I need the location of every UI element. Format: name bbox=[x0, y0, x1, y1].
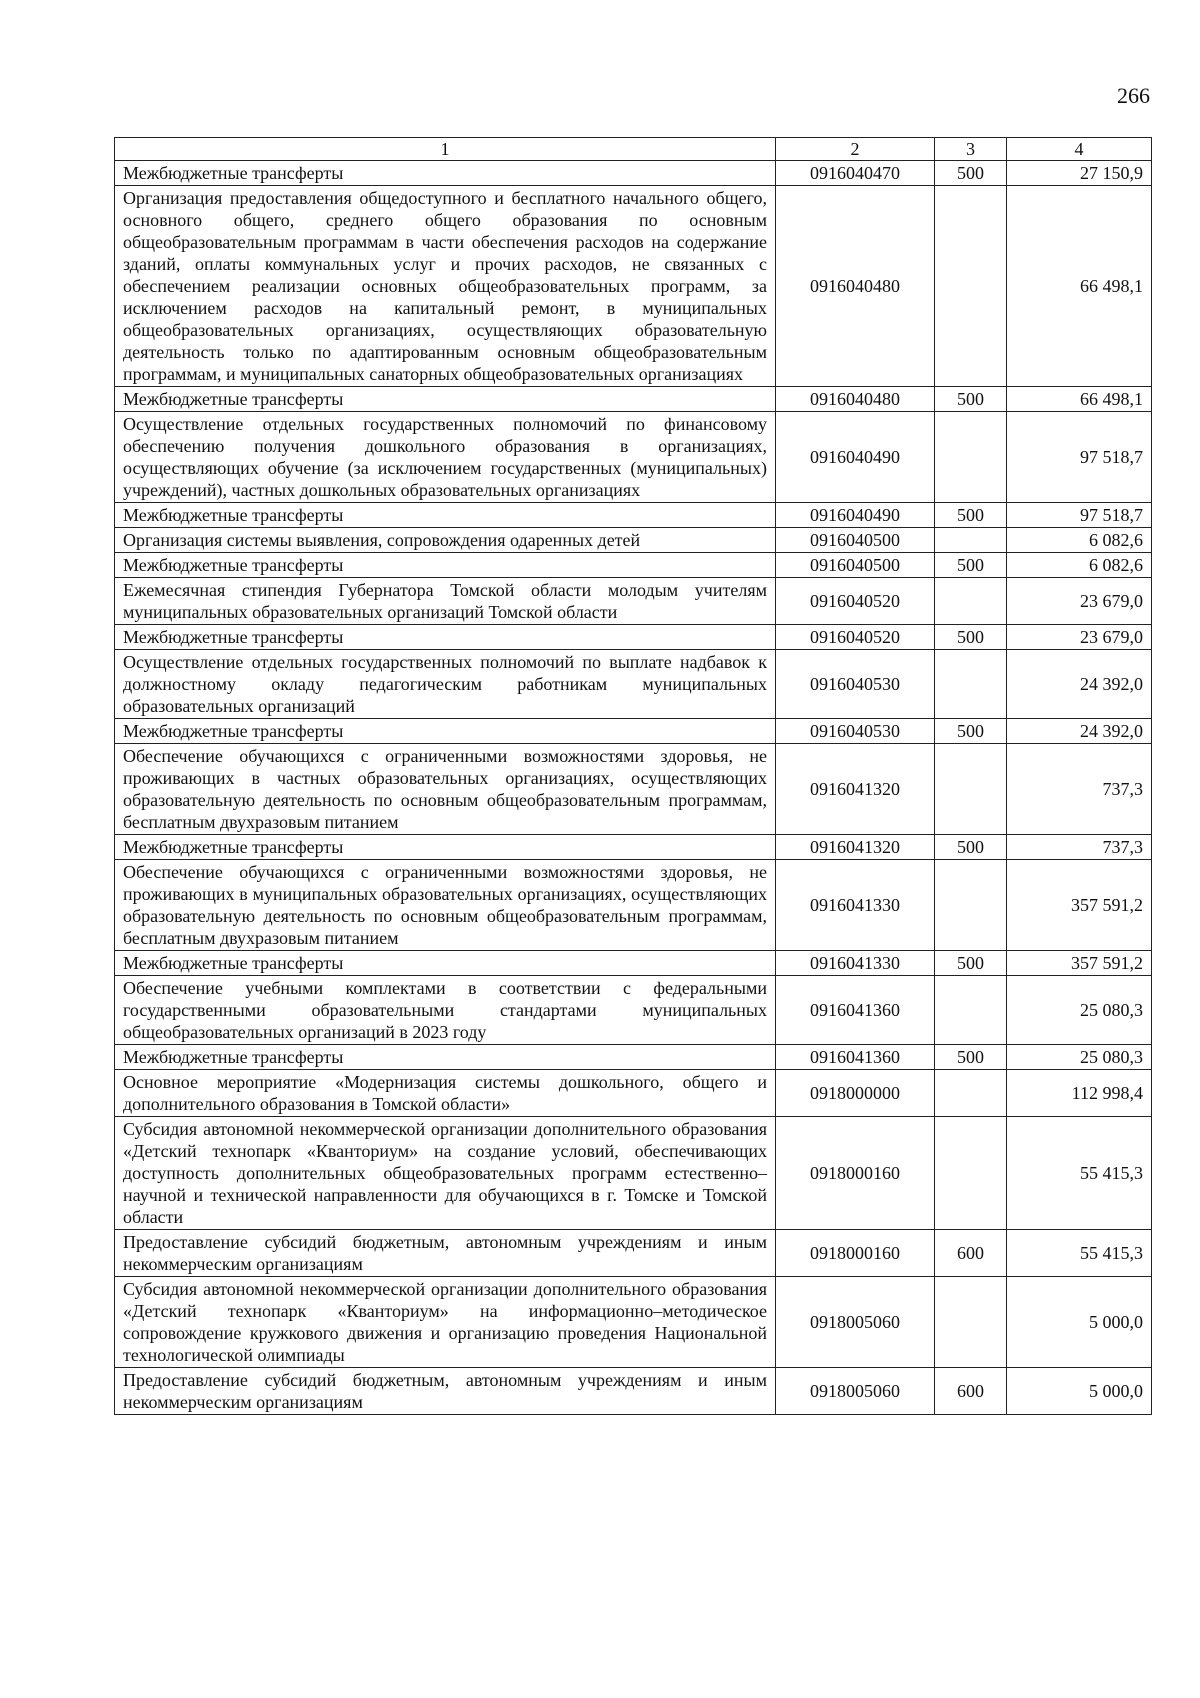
table-row bbox=[115, 744, 1152, 835]
table-row bbox=[115, 412, 1152, 503]
row-name: Межбюджетные трансферты bbox=[115, 719, 776, 744]
table-row bbox=[115, 860, 1152, 951]
row-amount: 25 080,3 bbox=[1007, 976, 1152, 1045]
row-code: 0918000160 bbox=[776, 1230, 935, 1277]
row-name: Организация предоставления общедоступного и бесплатного начального общего, основного общего, среднего общего образования по основным общеобразовательным программам в части обеспечения расходов на содержание зданий, оплаты коммунальных услуг и прочих расходов, не связанных с обеспечением реализации основных общеобразовательных программ, за исключением расходов на капитальный ремонт, в муниципальных общеобразовательных организациях, осуществляющих образовательную деятельность только по адаптированным основным общеобразовательным программам, и муниципальных санаторных общеобразовательных организациях bbox=[115, 186, 776, 387]
row-code: 0916040530 bbox=[776, 650, 935, 719]
row-expense-type bbox=[935, 528, 1007, 553]
row-amount: 97 518,7 bbox=[1007, 503, 1152, 528]
row-amount: 737,3 bbox=[1007, 744, 1152, 835]
table-row bbox=[115, 528, 1152, 553]
row-name: Предоставление субсидий бюджетным, автономным учреждениям и иным некоммерческим организациям bbox=[115, 1230, 776, 1277]
header-col-2: 2 bbox=[776, 138, 935, 161]
row-name: Предоставление субсидий бюджетным, автономным учреждениям и иным некоммерческим организациям bbox=[115, 1368, 776, 1415]
row-amount: 23 679,0 bbox=[1007, 578, 1152, 625]
row-code: 0916040480 bbox=[776, 186, 935, 387]
row-name: Организация системы выявления, сопровождения одаренных детей bbox=[115, 528, 776, 553]
row-expense-type: 500 bbox=[935, 1045, 1007, 1070]
table-header-row bbox=[115, 138, 1152, 161]
row-name: Межбюджетные трансферты bbox=[115, 951, 776, 976]
row-amount: 5 000,0 bbox=[1007, 1277, 1152, 1368]
table-body bbox=[115, 161, 1152, 1415]
row-code: 0918005060 bbox=[776, 1277, 935, 1368]
table-row bbox=[115, 719, 1152, 744]
row-name: Межбюджетные трансферты bbox=[115, 1045, 776, 1070]
row-name: Обеспечение учебными комплектами в соответствии с федеральными государственными образовательными стандартами муниципальных общеобразовательных организаций в 2023 году bbox=[115, 976, 776, 1045]
header-col-3: 3 bbox=[935, 138, 1007, 161]
row-amount: 66 498,1 bbox=[1007, 387, 1152, 412]
page-number: 266 bbox=[1117, 83, 1150, 108]
row-name: Обеспечение обучающихся с ограниченными возможностями здоровья, не проживающих в муниципальных образовательных организациях, осуществляющих образовательную деятельность по основным общеобразовательным программам, бесплатным двухразовым питанием bbox=[115, 860, 776, 951]
table-row bbox=[115, 625, 1152, 650]
row-code: 0918000160 bbox=[776, 1117, 935, 1230]
row-name: Межбюджетные трансферты bbox=[115, 387, 776, 412]
row-code: 0916040500 bbox=[776, 528, 935, 553]
row-expense-type bbox=[935, 744, 1007, 835]
row-code: 0918005060 bbox=[776, 1368, 935, 1415]
row-name: Осуществление отдельных государственных полномочий по финансовому обеспечению получения дошкольного образования в организациях, осуществляющих обучение (за исключением государственных (муниципальных) учреждений), частных дошкольных образовательных организациях bbox=[115, 412, 776, 503]
table-row bbox=[115, 976, 1152, 1045]
table-row bbox=[115, 1045, 1152, 1070]
row-name: Межбюджетные трансферты bbox=[115, 625, 776, 650]
row-amount: 97 518,7 bbox=[1007, 412, 1152, 503]
table-row bbox=[115, 1368, 1152, 1415]
row-expense-type: 500 bbox=[935, 387, 1007, 412]
row-amount: 27 150,9 bbox=[1007, 161, 1152, 186]
table-row bbox=[115, 1117, 1152, 1230]
row-expense-type: 500 bbox=[935, 835, 1007, 860]
row-expense-type bbox=[935, 186, 1007, 387]
row-code: 0916041330 bbox=[776, 860, 935, 951]
header-col-1: 1 bbox=[115, 138, 776, 161]
row-name: Межбюджетные трансферты bbox=[115, 503, 776, 528]
row-code: 0916041330 bbox=[776, 951, 935, 976]
row-code: 0916040470 bbox=[776, 161, 935, 186]
row-name: Межбюджетные трансферты bbox=[115, 553, 776, 578]
row-expense-type: 500 bbox=[935, 625, 1007, 650]
table-row bbox=[115, 387, 1152, 412]
row-expense-type: 600 bbox=[935, 1230, 1007, 1277]
row-amount: 55 415,3 bbox=[1007, 1117, 1152, 1230]
row-code: 0916041360 bbox=[776, 976, 935, 1045]
row-amount: 5 000,0 bbox=[1007, 1368, 1152, 1415]
row-expense-type bbox=[935, 1277, 1007, 1368]
row-expense-type bbox=[935, 1070, 1007, 1117]
table-row bbox=[115, 578, 1152, 625]
table-row bbox=[115, 553, 1152, 578]
row-amount: 112 998,4 bbox=[1007, 1070, 1152, 1117]
row-code: 0916040500 bbox=[776, 553, 935, 578]
row-expense-type: 500 bbox=[935, 951, 1007, 976]
row-amount: 23 679,0 bbox=[1007, 625, 1152, 650]
table-row bbox=[115, 1277, 1152, 1368]
row-name: Обеспечение обучающихся с ограниченными возможностями здоровья, не проживающих в частных образовательных организациях, осуществляющих образовательную деятельность по основным общеобразовательным программам, бесплатным двухразовым питанием bbox=[115, 744, 776, 835]
row-code: 0916040480 bbox=[776, 387, 935, 412]
row-expense-type bbox=[935, 578, 1007, 625]
row-expense-type: 500 bbox=[935, 719, 1007, 744]
table-row bbox=[115, 1070, 1152, 1117]
row-code: 0916040530 bbox=[776, 719, 935, 744]
row-amount: 357 591,2 bbox=[1007, 951, 1152, 976]
row-name: Осуществление отдельных государственных полномочий по выплате надбавок к должностному окладу педагогическим работникам муниципальных образовательных организаций bbox=[115, 650, 776, 719]
row-amount: 6 082,6 bbox=[1007, 528, 1152, 553]
header-col-4: 4 bbox=[1007, 138, 1152, 161]
row-name: Субсидия автономной некоммерческой организации дополнительного образования «Детский технопарк «Кванториум» на создание условий, обеспечивающих доступность дополнительных общеобразовательных программ естественно–научной и технической направленности для обучающихся в г. Томске и Томской области bbox=[115, 1117, 776, 1230]
row-code: 0916040490 bbox=[776, 412, 935, 503]
row-code: 0916041320 bbox=[776, 744, 935, 835]
row-amount: 24 392,0 bbox=[1007, 650, 1152, 719]
row-expense-type bbox=[935, 976, 1007, 1045]
row-amount: 66 498,1 bbox=[1007, 186, 1152, 387]
row-name: Ежемесячная стипендия Губернатора Томской области молодым учителям муниципальных образовательных организаций Томской области bbox=[115, 578, 776, 625]
row-name: Межбюджетные трансферты bbox=[115, 161, 776, 186]
row-amount: 357 591,2 bbox=[1007, 860, 1152, 951]
row-expense-type: 600 bbox=[935, 1368, 1007, 1415]
row-amount: 737,3 bbox=[1007, 835, 1152, 860]
row-expense-type: 500 bbox=[935, 553, 1007, 578]
row-code: 0916041320 bbox=[776, 835, 935, 860]
row-expense-type bbox=[935, 412, 1007, 503]
row-expense-type: 500 bbox=[935, 503, 1007, 528]
row-code: 0916040520 bbox=[776, 625, 935, 650]
table-row bbox=[115, 186, 1152, 387]
table-row bbox=[115, 1230, 1152, 1277]
row-name: Основное мероприятие «Модернизация системы дошкольного, общего и дополнительного образования в Томской области» bbox=[115, 1070, 776, 1117]
row-amount: 55 415,3 bbox=[1007, 1230, 1152, 1277]
row-code: 0918000000 bbox=[776, 1070, 935, 1117]
row-amount: 24 392,0 bbox=[1007, 719, 1152, 744]
row-amount: 25 080,3 bbox=[1007, 1045, 1152, 1070]
row-expense-type: 500 bbox=[935, 161, 1007, 186]
row-expense-type bbox=[935, 1117, 1007, 1230]
table-row bbox=[115, 650, 1152, 719]
table-row bbox=[115, 161, 1152, 186]
row-amount: 6 082,6 bbox=[1007, 553, 1152, 578]
row-code: 0916040490 bbox=[776, 503, 935, 528]
row-expense-type bbox=[935, 650, 1007, 719]
budget-table bbox=[114, 137, 1152, 1415]
row-code: 0916041360 bbox=[776, 1045, 935, 1070]
table-row bbox=[115, 951, 1152, 976]
row-name: Межбюджетные трансферты bbox=[115, 835, 776, 860]
table-row bbox=[115, 835, 1152, 860]
row-expense-type bbox=[935, 860, 1007, 951]
row-code: 0916040520 bbox=[776, 578, 935, 625]
table-row bbox=[115, 503, 1152, 528]
row-name: Субсидия автономной некоммерческой организации дополнительного образования «Детский технопарк «Кванториум» на информационно–методическое сопровождение кружкового движения и организацию проведения Национальной технологической олимпиады bbox=[115, 1277, 776, 1368]
